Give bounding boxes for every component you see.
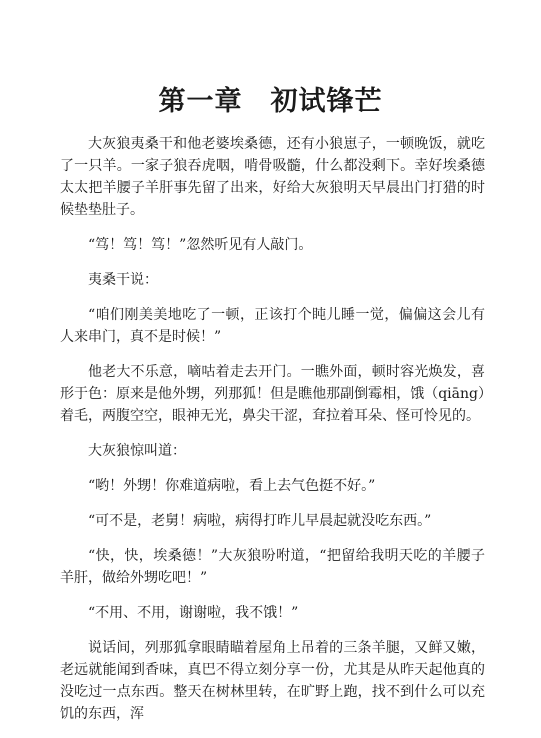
paragraph: “可不是，老舅！病啦，病得打昨儿早晨起就没吃东西。” [88,513,432,529]
paragraph: 大灰狼惊叫道： [88,443,186,459]
paragraph: “笃！笃！笃！”忽然听见有人敲门。 [88,237,313,253]
paragraph: “咱们刚美美地吃了一顿，正该打个盹儿睡一觉，偏偏这会儿有人来串门，真不是时候！” [60,307,485,345]
paragraph: 他老大不乐意，嘀咕着走去开门。一瞧外面，顿时容光焕发，喜形于色：原来是他外甥，列那狐！但是瞧他那副倒霉相，饿（qiāng）着毛，两腹空空，眼神无光，鼻尖干涩，耷拉着耳朵、怪可怜见的。 [60,364,485,424]
paragraph: “快，快，埃桑德！”大灰狼吩咐道，“把留给我明天吃的羊腰子羊肝，做给外甥吃吧！” [60,548,485,586]
chapter-title: 第一章 初试锋芒 [158,86,383,117]
chapter-body [60,133,485,738]
paragraph: 夷桑干说： [88,272,158,288]
paragraph: 大灰狼夷桑干和他老婆埃桑德，还有小狼崽子，一顿晚饭，就吃了一只羊。一家子狼吞虎咽，啃骨吸髓，什么都没剩下。幸好埃桑德太太把羊腰子羊肝事先留了出来，好给大灰狼明天早晨出门打猎的时候垫垫肚子。 [60,136,485,218]
paragraph: 说话间，列那狐拿眼睛瞄着屋角上吊着的三条羊腿，又鲜又嫩，老远就能闻到香味，真巴不得立刻分享一份，尤其是从昨天起他真的没吃过一点东西。整天在树林里转，在旷野上跑，找不到什么可以充饥的东西，浑 [60,640,485,722]
paragraph: “哟！外甥！你难道病啦，看上去气色挺不好。” [88,478,376,494]
paragraph: “不用、不用，谢谢啦，我不饿！” [88,605,299,621]
